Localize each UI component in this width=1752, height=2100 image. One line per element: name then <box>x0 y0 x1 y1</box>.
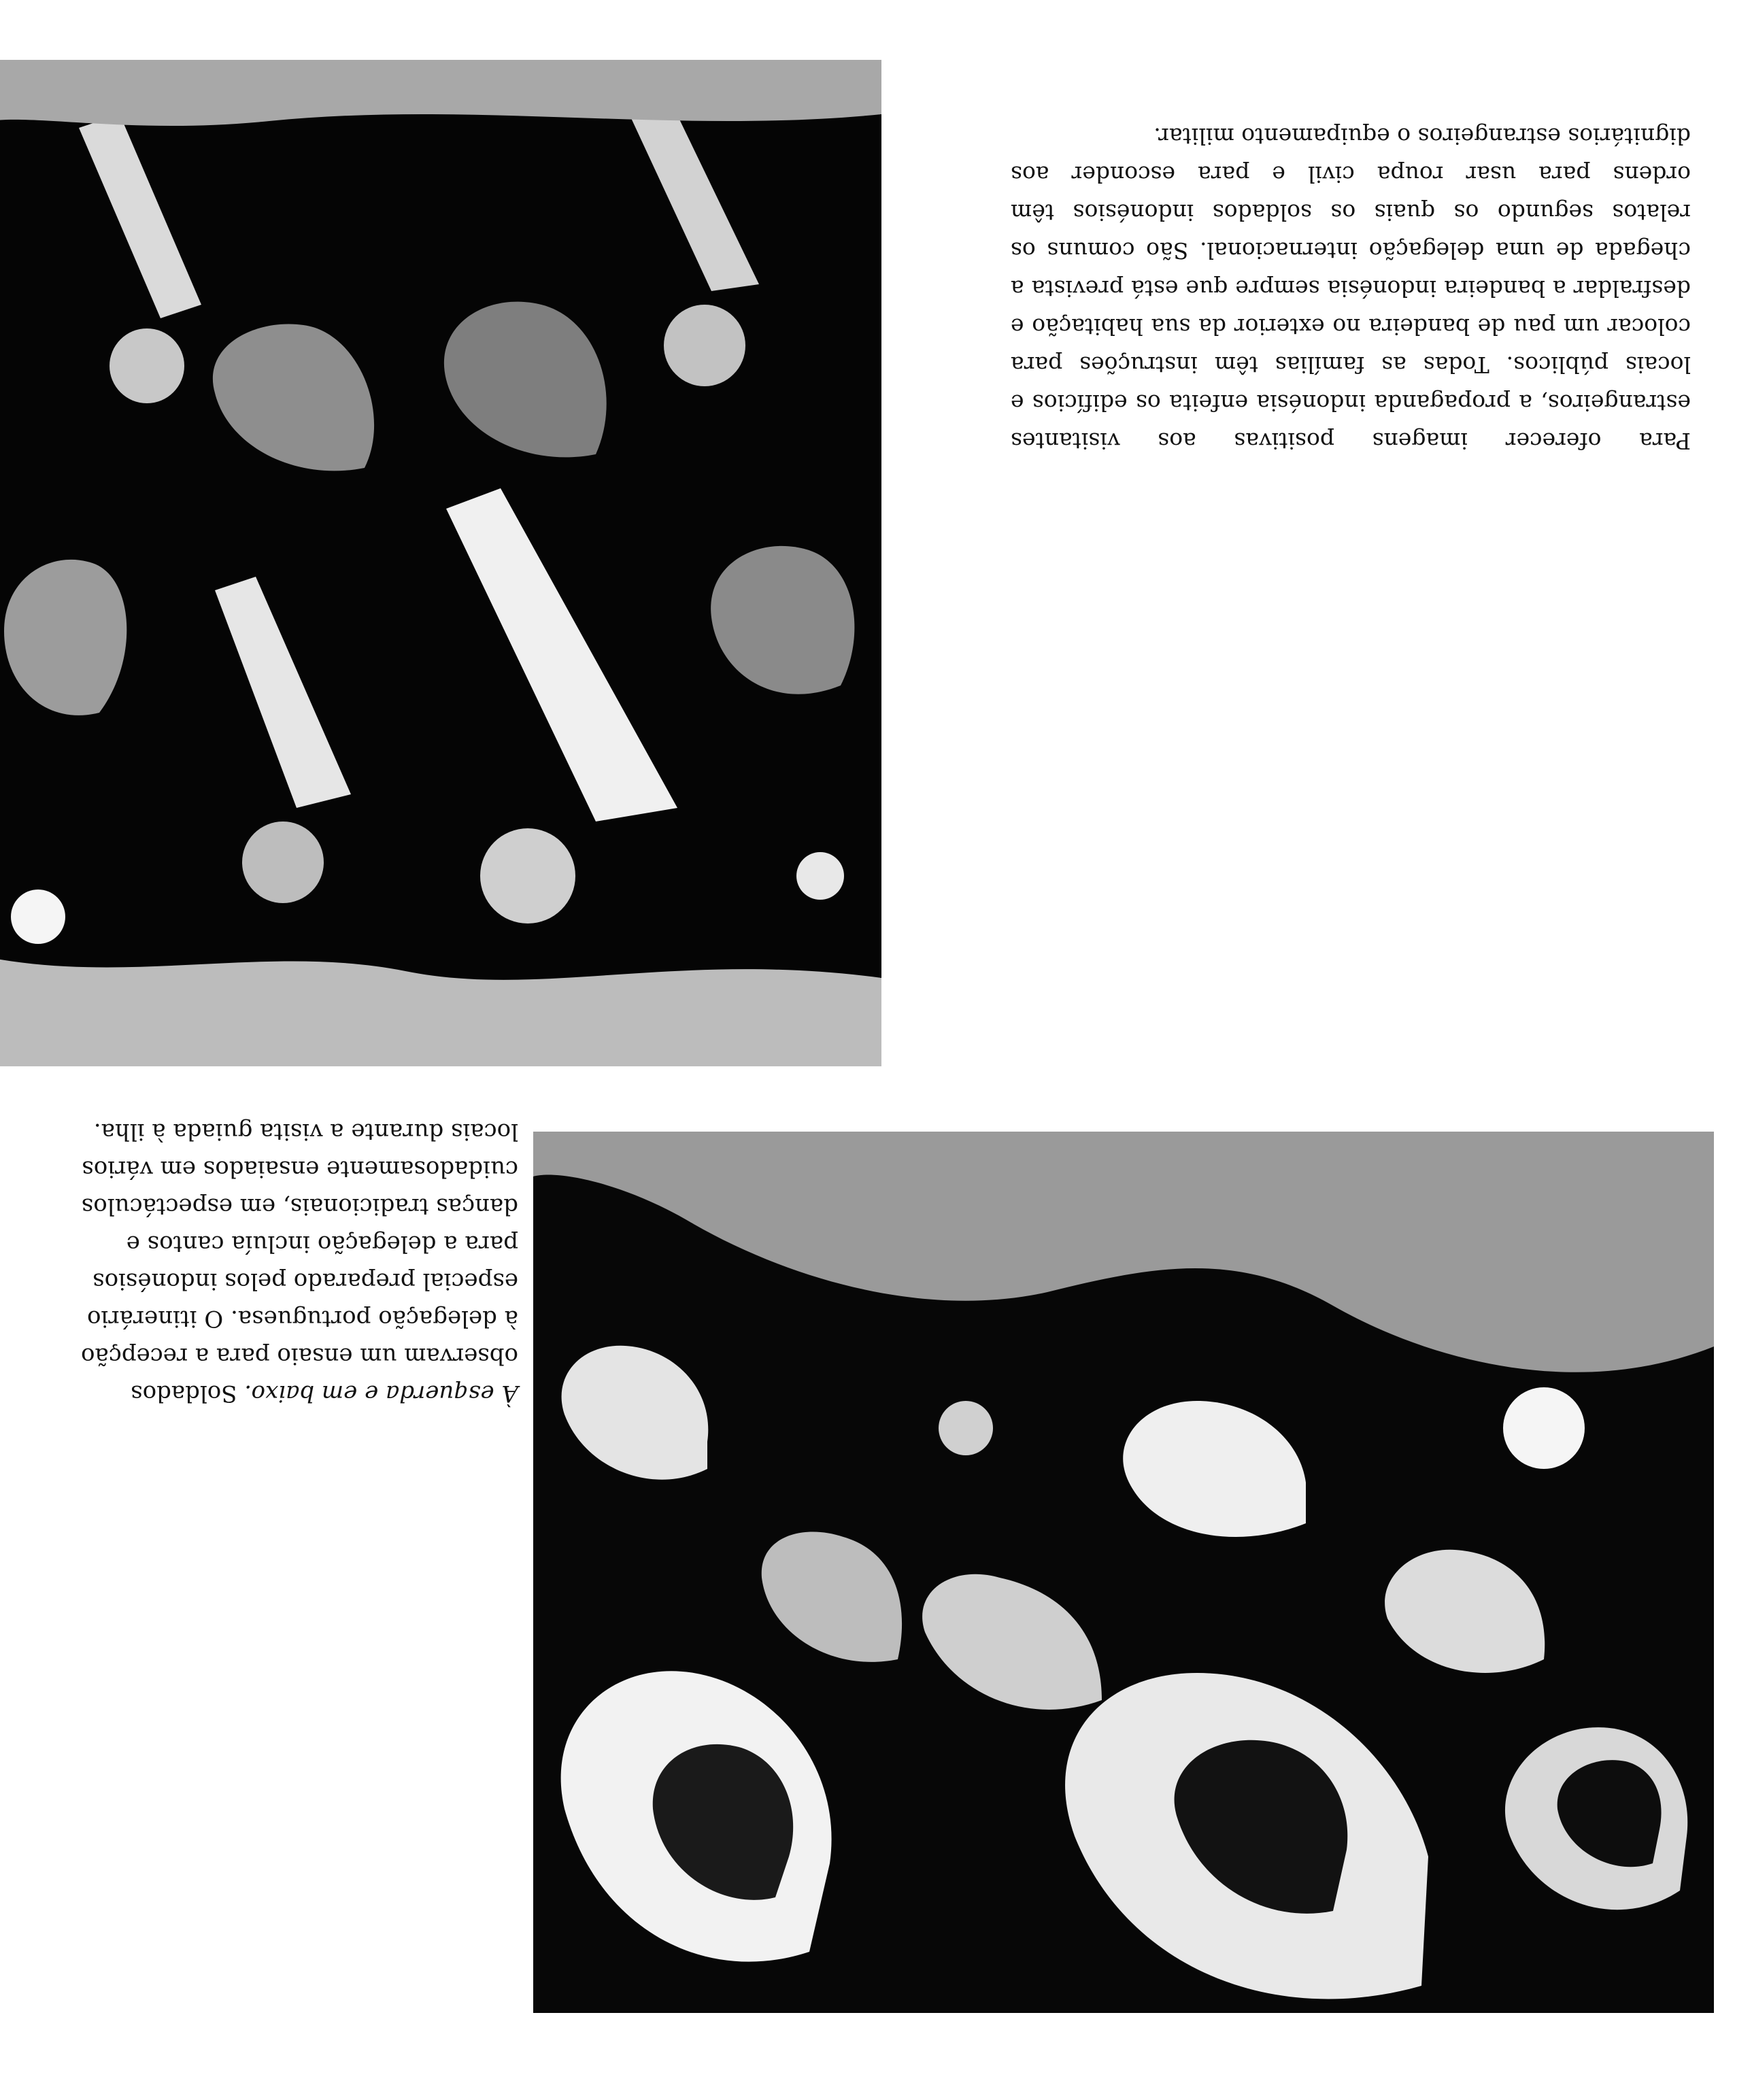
dancers-photo-shapes <box>0 60 881 1066</box>
body-paragraph-text: Para oferecer imagens positivas aos visitantes estrangeiros, a propaganda indonésia enfeita os edifícios e locais públicos. Todas as famílias têm instruções para colocar um pau de bandeira no exterior da sua habitação e desfraldar a bandeira indonésia sempre que está prevista a chegada de uma delegação internacional. São comuns os relatos segundo os quais os soldados indonésios têm ordens para usar roupa civil e para esconder aos dignitários estrangeiros o equipamento militar. <box>1011 123 1691 454</box>
caption-paragraph <box>69 1113 518 1412</box>
photo-caption <box>69 1113 518 1412</box>
dancers-photo <box>0 60 881 1066</box>
caption-text: Soldados observam um ensaio para a recepção à delegação portuguesa. O itinerário especial preparado pelos indonésios para a delegação incluía cantos e danças tradicionais, em espectáculos cuidadosamente ensaiados em vários locais durante a visita guiada à ilha. <box>81 1118 518 1407</box>
crowd-photo-shapes <box>533 1132 1714 2013</box>
caption-lead: À esquerda e em baixo. <box>244 1380 518 1407</box>
body-paragraph <box>1011 117 1691 460</box>
crowd-photo <box>533 1132 1714 2013</box>
